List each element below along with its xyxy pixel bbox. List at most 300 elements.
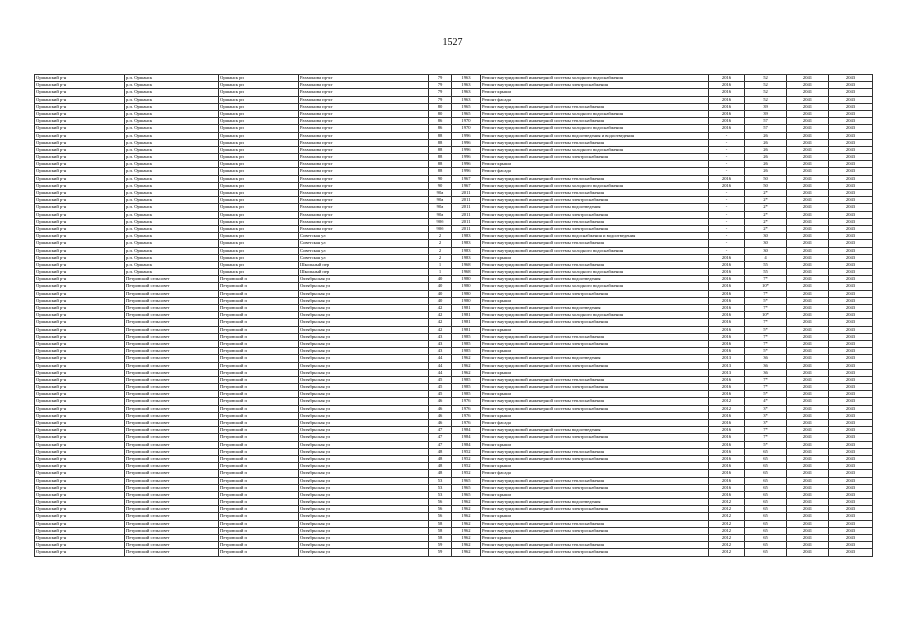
cell-build-year: 1963 bbox=[452, 82, 481, 89]
cell-plan-start: 2041 bbox=[787, 384, 829, 391]
cell-district: Оршанский р-н bbox=[35, 420, 125, 427]
cell-plan-start: 2041 bbox=[787, 254, 829, 261]
cell-plan-end: 2043 bbox=[829, 326, 873, 333]
cell-locality: Оршанск рп bbox=[219, 225, 299, 232]
cell-street: Октябрьская ул bbox=[299, 441, 429, 448]
cell-plan-end: 2043 bbox=[829, 477, 873, 484]
cell-plan-end: 2043 bbox=[829, 261, 873, 268]
cell-build-year: 2011 bbox=[452, 204, 481, 211]
cell-locality: Петровский п bbox=[219, 384, 299, 391]
cell-plan-start: 2041 bbox=[787, 355, 829, 362]
cell-wear: 65 bbox=[745, 542, 787, 549]
table-row bbox=[35, 455, 873, 462]
cell-locality: Оршанск рп bbox=[219, 218, 299, 225]
cell-district: Оршанский р-н bbox=[35, 190, 125, 197]
cell-build-year: 1962 bbox=[452, 520, 481, 527]
cell-build-year: 1996 bbox=[452, 139, 481, 146]
cell-build-year: 1996 bbox=[452, 132, 481, 139]
cell-district: Оршанский р-н bbox=[35, 297, 125, 304]
cell-plan-start: 2041 bbox=[787, 535, 829, 542]
cell-street: Рахмонова пр-кт bbox=[299, 146, 429, 153]
cell-locality: Петровский п bbox=[219, 520, 299, 527]
capital-repair-table bbox=[34, 74, 873, 557]
cell-street: Рахмонова пр-кт bbox=[299, 89, 429, 96]
cell-last-repair-year: 2012 bbox=[709, 542, 745, 549]
cell-district: Оршанский р-н bbox=[35, 146, 125, 153]
cell-wear: 65 bbox=[745, 549, 787, 556]
cell-last-repair-year: 2016 bbox=[709, 290, 745, 297]
cell-district: Оршанский р-н bbox=[35, 535, 125, 542]
cell-plan-start: 2041 bbox=[787, 427, 829, 434]
cell-work-type: Ремонт внутридомовой инженерной системы водоотведения bbox=[481, 204, 709, 211]
cell-wear: 65 bbox=[745, 477, 787, 484]
cell-locality: Оршанск рп bbox=[219, 132, 299, 139]
cell-district: Оршанский р-н bbox=[35, 384, 125, 391]
cell-wear: 65 bbox=[745, 491, 787, 498]
cell-locality: Петровский п bbox=[219, 333, 299, 340]
cell-locality: Петровский п bbox=[219, 491, 299, 498]
cell-house-number: 86 bbox=[429, 118, 452, 125]
cell-locality: Петровский п bbox=[219, 535, 299, 542]
cell-work-type: Ремонт внутридомовой инженерной системы водоснабжения и водоотведения bbox=[481, 233, 709, 240]
cell-plan-start: 2041 bbox=[787, 513, 829, 520]
cell-work-type: Ремонт внутридомовой инженерной системы холодного водоснабжения bbox=[481, 75, 709, 82]
cell-build-year: 1983 bbox=[452, 247, 481, 254]
cell-house-number: 1 bbox=[429, 269, 452, 276]
cell-build-year: 1985 bbox=[452, 348, 481, 355]
cell-street: Рахмонова пр-кт bbox=[299, 103, 429, 110]
cell-district: Оршанский р-н bbox=[35, 218, 125, 225]
cell-last-repair-year: 2016 bbox=[709, 276, 745, 283]
cell-plan-start: 2041 bbox=[787, 484, 829, 491]
cell-plan-end: 2043 bbox=[829, 455, 873, 462]
cell-district: Оршанский р-н bbox=[35, 110, 125, 117]
cell-house-number: 88 bbox=[429, 168, 452, 175]
cell-street: Октябрьская ул bbox=[299, 276, 429, 283]
cell-settlement: Петровский сельсовет bbox=[125, 369, 219, 376]
table-row bbox=[35, 463, 873, 470]
cell-street: Рахмонова пр-кт bbox=[299, 110, 429, 117]
cell-last-repair-year: - bbox=[709, 197, 745, 204]
cell-house-number: 90б bbox=[429, 218, 452, 225]
cell-locality: Петровский п bbox=[219, 297, 299, 304]
cell-build-year: 1962 bbox=[452, 513, 481, 520]
cell-plan-end: 2043 bbox=[829, 506, 873, 513]
cell-settlement: Петровский сельсовет bbox=[125, 312, 219, 319]
cell-street: Октябрьская ул bbox=[299, 484, 429, 491]
cell-build-year: 1984 bbox=[452, 441, 481, 448]
cell-plan-start: 2041 bbox=[787, 225, 829, 232]
cell-street: Октябрьская ул bbox=[299, 369, 429, 376]
cell-district: Оршанский р-н bbox=[35, 355, 125, 362]
cell-wear: 26 bbox=[745, 168, 787, 175]
cell-plan-end: 2043 bbox=[829, 132, 873, 139]
cell-wear: 4* bbox=[745, 398, 787, 405]
cell-street: Октябрьская ул bbox=[299, 535, 429, 542]
cell-plan-end: 2043 bbox=[829, 405, 873, 412]
table-row bbox=[35, 297, 873, 304]
table-row bbox=[35, 118, 873, 125]
cell-district: Оршанский р-н bbox=[35, 340, 125, 347]
cell-settlement: р.п. Оршанск bbox=[125, 154, 219, 161]
cell-plan-start: 2041 bbox=[787, 240, 829, 247]
cell-house-number: 88 bbox=[429, 146, 452, 153]
cell-plan-start: 2041 bbox=[787, 499, 829, 506]
cell-work-type: Ремонт фасада bbox=[481, 168, 709, 175]
table-row bbox=[35, 190, 873, 197]
cell-settlement: р.п. Оршанск bbox=[125, 139, 219, 146]
cell-work-type: Ремонт внутридомовой инженерной системы теплоснабжения bbox=[481, 218, 709, 225]
cell-plan-start: 2041 bbox=[787, 139, 829, 146]
cell-plan-end: 2043 bbox=[829, 82, 873, 89]
cell-wear: 10* bbox=[745, 312, 787, 319]
cell-locality: Оршанск рп bbox=[219, 139, 299, 146]
cell-work-type: Ремонт внутридомовой инженерной системы электроснабжения bbox=[481, 319, 709, 326]
table-row bbox=[35, 211, 873, 218]
cell-build-year: 1976 bbox=[452, 398, 481, 405]
cell-settlement: Петровский сельсовет bbox=[125, 463, 219, 470]
cell-house-number: 53 bbox=[429, 477, 452, 484]
cell-locality: Петровский п bbox=[219, 420, 299, 427]
cell-work-type: Ремонт внутридомовой инженерной системы холодного водоснабжения bbox=[481, 247, 709, 254]
table-row bbox=[35, 405, 873, 412]
cell-last-repair-year: 2016 bbox=[709, 427, 745, 434]
table-row bbox=[35, 398, 873, 405]
table-row bbox=[35, 420, 873, 427]
cell-wear: 7* bbox=[745, 434, 787, 441]
cell-plan-start: 2041 bbox=[787, 420, 829, 427]
cell-plan-end: 2043 bbox=[829, 197, 873, 204]
cell-district: Оршанский р-н bbox=[35, 448, 125, 455]
cell-build-year: 1962 bbox=[452, 549, 481, 556]
table-row bbox=[35, 175, 873, 182]
cell-settlement: р.п. Оршанск bbox=[125, 175, 219, 182]
cell-house-number: 56 bbox=[429, 499, 452, 506]
cell-plan-start: 2041 bbox=[787, 297, 829, 304]
cell-settlement: р.п. Оршанск bbox=[125, 75, 219, 82]
cell-locality: Оршанск рп bbox=[219, 254, 299, 261]
cell-district: Оршанский р-н bbox=[35, 398, 125, 405]
cell-plan-start: 2041 bbox=[787, 190, 829, 197]
cell-work-type: Ремонт фасада bbox=[481, 470, 709, 477]
table-row bbox=[35, 470, 873, 477]
cell-house-number: 88 bbox=[429, 161, 452, 168]
cell-plan-start: 2041 bbox=[787, 520, 829, 527]
cell-settlement: Петровский сельсовет bbox=[125, 326, 219, 333]
cell-work-type: Ремонт крыши bbox=[481, 463, 709, 470]
table-row bbox=[35, 89, 873, 96]
cell-locality: Оршанск рп bbox=[219, 240, 299, 247]
cell-plan-start: 2041 bbox=[787, 75, 829, 82]
cell-work-type: Ремонт внутридомовой инженерной системы теплоснабжения bbox=[481, 398, 709, 405]
cell-street: Октябрьская ул bbox=[299, 283, 429, 290]
cell-build-year: 1996 bbox=[452, 146, 481, 153]
cell-plan-end: 2043 bbox=[829, 182, 873, 189]
cell-plan-start: 2041 bbox=[787, 247, 829, 254]
cell-settlement: Петровский сельсовет bbox=[125, 506, 219, 513]
cell-build-year: 1952 bbox=[452, 448, 481, 455]
table-row bbox=[35, 376, 873, 383]
cell-work-type: Ремонт внутридомовой инженерной системы холодного водоснабжения bbox=[481, 110, 709, 117]
cell-house-number: 44 bbox=[429, 369, 452, 376]
cell-plan-start: 2041 bbox=[787, 398, 829, 405]
cell-locality: Петровский п bbox=[219, 549, 299, 556]
cell-plan-start: 2041 bbox=[787, 211, 829, 218]
cell-plan-end: 2043 bbox=[829, 484, 873, 491]
cell-last-repair-year: 2012 bbox=[709, 520, 745, 527]
cell-wear: 65 bbox=[745, 470, 787, 477]
cell-house-number: 43 bbox=[429, 333, 452, 340]
cell-build-year: 1980 bbox=[452, 276, 481, 283]
cell-last-repair-year: 2016 bbox=[709, 110, 745, 117]
cell-settlement: р.п. Оршанск bbox=[125, 269, 219, 276]
cell-last-repair-year: - bbox=[709, 132, 745, 139]
cell-build-year: 1976 bbox=[452, 412, 481, 419]
cell-house-number: 48 bbox=[429, 448, 452, 455]
cell-district: Оршанский р-н bbox=[35, 290, 125, 297]
cell-house-number: 90б bbox=[429, 225, 452, 232]
cell-last-repair-year: 2016 bbox=[709, 434, 745, 441]
cell-last-repair-year: 2012 bbox=[709, 506, 745, 513]
cell-street: Октябрьская ул bbox=[299, 463, 429, 470]
cell-plan-start: 2041 bbox=[787, 477, 829, 484]
cell-plan-end: 2043 bbox=[829, 542, 873, 549]
cell-last-repair-year: 2016 bbox=[709, 103, 745, 110]
table-row bbox=[35, 103, 873, 110]
cell-plan-start: 2041 bbox=[787, 369, 829, 376]
cell-plan-end: 2043 bbox=[829, 297, 873, 304]
cell-plan-start: 2041 bbox=[787, 319, 829, 326]
cell-district: Оршанский р-н bbox=[35, 326, 125, 333]
cell-last-repair-year: 2016 bbox=[709, 455, 745, 462]
cell-district: Оршанский р-н bbox=[35, 240, 125, 247]
cell-district: Оршанский р-н bbox=[35, 477, 125, 484]
cell-locality: Петровский п bbox=[219, 542, 299, 549]
cell-locality: Оршанск рп bbox=[219, 190, 299, 197]
cell-work-type: Ремонт внутридомовой инженерной системы электроснабжения bbox=[481, 290, 709, 297]
cell-work-type: Ремонт внутридомовой инженерной системы теплоснабжения bbox=[481, 139, 709, 146]
cell-build-year: 1962 bbox=[452, 369, 481, 376]
table-row bbox=[35, 154, 873, 161]
cell-wear: 30 bbox=[745, 240, 787, 247]
cell-settlement: Петровский сельсовет bbox=[125, 513, 219, 520]
cell-plan-end: 2043 bbox=[829, 513, 873, 520]
cell-house-number: 2 bbox=[429, 240, 452, 247]
cell-wear: 7* bbox=[745, 333, 787, 340]
cell-district: Оршанский р-н bbox=[35, 175, 125, 182]
cell-house-number: 79 bbox=[429, 75, 452, 82]
cell-settlement: р.п. Оршанск bbox=[125, 125, 219, 132]
cell-plan-start: 2041 bbox=[787, 110, 829, 117]
cell-work-type: Ремонт внутридомовой инженерной системы водоотведения bbox=[481, 427, 709, 434]
cell-locality: Петровский п bbox=[219, 391, 299, 398]
cell-street: Октябрьская ул bbox=[299, 549, 429, 556]
cell-district: Оршанский р-н bbox=[35, 369, 125, 376]
cell-settlement: р.п. Оршанск bbox=[125, 218, 219, 225]
cell-street: Октябрьская ул bbox=[299, 362, 429, 369]
cell-work-type: Ремонт внутридомовой инженерной системы теплоснабжения bbox=[481, 542, 709, 549]
cell-street: Октябрьская ул bbox=[299, 527, 429, 534]
cell-street: Школьный пер bbox=[299, 269, 429, 276]
cell-last-repair-year: 2016 bbox=[709, 420, 745, 427]
cell-build-year: 1996 bbox=[452, 168, 481, 175]
cell-locality: Оршанск рп bbox=[219, 110, 299, 117]
cell-last-repair-year: 2016 bbox=[709, 175, 745, 182]
cell-build-year: 1965 bbox=[452, 491, 481, 498]
cell-plan-end: 2043 bbox=[829, 283, 873, 290]
cell-street: Октябрьская ул bbox=[299, 506, 429, 513]
cell-work-type: Ремонт внутридомовой инженерной системы электроснабжения bbox=[481, 527, 709, 534]
cell-settlement: р.п. Оршанск bbox=[125, 118, 219, 125]
cell-wear: 36 bbox=[745, 369, 787, 376]
cell-district: Оршанский р-н bbox=[35, 139, 125, 146]
cell-wear: 26 bbox=[745, 132, 787, 139]
cell-last-repair-year: 2016 bbox=[709, 283, 745, 290]
cell-house-number: 59 bbox=[429, 549, 452, 556]
cell-plan-end: 2043 bbox=[829, 154, 873, 161]
cell-build-year: 1985 bbox=[452, 333, 481, 340]
table-row bbox=[35, 146, 873, 153]
cell-house-number: 47 bbox=[429, 441, 452, 448]
table-row bbox=[35, 96, 873, 103]
cell-house-number: 42 bbox=[429, 319, 452, 326]
cell-plan-start: 2041 bbox=[787, 290, 829, 297]
cell-plan-start: 2041 bbox=[787, 340, 829, 347]
cell-locality: Оршанск рп bbox=[219, 161, 299, 168]
cell-work-type: Ремонт фасада bbox=[481, 420, 709, 427]
cell-plan-end: 2043 bbox=[829, 305, 873, 312]
cell-street: Октябрьская ул bbox=[299, 398, 429, 405]
cell-work-type: Ремонт внутридомовой инженерной системы теплоснабжения bbox=[481, 448, 709, 455]
cell-last-repair-year: 2016 bbox=[709, 340, 745, 347]
cell-house-number: 1 bbox=[429, 261, 452, 268]
table-row bbox=[35, 434, 873, 441]
cell-locality: Петровский п bbox=[219, 441, 299, 448]
cell-district: Оршанский р-н bbox=[35, 182, 125, 189]
cell-last-repair-year: 2016 bbox=[709, 82, 745, 89]
table-row bbox=[35, 542, 873, 549]
cell-locality: Оршанск рп bbox=[219, 154, 299, 161]
cell-street: Октябрьская ул bbox=[299, 477, 429, 484]
cell-plan-end: 2043 bbox=[829, 448, 873, 455]
table-row bbox=[35, 247, 873, 254]
cell-wear: 52 bbox=[745, 89, 787, 96]
cell-settlement: Петровский сельсовет bbox=[125, 441, 219, 448]
cell-wear: 7* bbox=[745, 384, 787, 391]
cell-wear: 65 bbox=[745, 527, 787, 534]
cell-work-type: Ремонт крыши bbox=[481, 391, 709, 398]
cell-build-year: 1996 bbox=[452, 161, 481, 168]
cell-settlement: Петровский сельсовет bbox=[125, 376, 219, 383]
cell-plan-start: 2041 bbox=[787, 455, 829, 462]
cell-street: Рахмонова пр-кт bbox=[299, 82, 429, 89]
cell-last-repair-year: 2016 bbox=[709, 269, 745, 276]
table-row bbox=[35, 491, 873, 498]
cell-house-number: 80 bbox=[429, 110, 452, 117]
cell-street: Октябрьская ул bbox=[299, 312, 429, 319]
cell-wear: 52 bbox=[745, 82, 787, 89]
cell-last-repair-year: 2012 bbox=[709, 499, 745, 506]
cell-locality: Оршанск рп bbox=[219, 89, 299, 96]
table-row bbox=[35, 139, 873, 146]
cell-settlement: Петровский сельсовет bbox=[125, 484, 219, 491]
cell-wear: 65 bbox=[745, 506, 787, 513]
cell-plan-start: 2041 bbox=[787, 96, 829, 103]
cell-plan-start: 2041 bbox=[787, 362, 829, 369]
cell-locality: Оршанск рп bbox=[219, 197, 299, 204]
cell-district: Оршанский р-н bbox=[35, 455, 125, 462]
cell-district: Оршанский р-н bbox=[35, 391, 125, 398]
cell-house-number: 90а bbox=[429, 204, 452, 211]
cell-plan-start: 2041 bbox=[787, 132, 829, 139]
cell-last-repair-year: 2016 bbox=[709, 305, 745, 312]
cell-work-type: Ремонт внутридомовой инженерной системы теплоснабжения bbox=[481, 118, 709, 125]
cell-settlement: Петровский сельсовет bbox=[125, 305, 219, 312]
cell-locality: Оршанск рп bbox=[219, 211, 299, 218]
cell-wear: 3* bbox=[745, 405, 787, 412]
cell-build-year: 1962 bbox=[452, 499, 481, 506]
cell-build-year: 1968 bbox=[452, 261, 481, 268]
cell-district: Оршанский р-н bbox=[35, 405, 125, 412]
cell-street: Рахмонова пр-кт bbox=[299, 154, 429, 161]
cell-plan-start: 2041 bbox=[787, 412, 829, 419]
table-row bbox=[35, 161, 873, 168]
cell-street: Рахмонова пр-кт bbox=[299, 204, 429, 211]
cell-wear: 30 bbox=[745, 247, 787, 254]
table-row bbox=[35, 132, 873, 139]
cell-house-number: 90 bbox=[429, 175, 452, 182]
cell-plan-end: 2043 bbox=[829, 319, 873, 326]
cell-build-year: 1962 bbox=[452, 535, 481, 542]
cell-wear: 65 bbox=[745, 513, 787, 520]
cell-plan-start: 2041 bbox=[787, 103, 829, 110]
table-row bbox=[35, 276, 873, 283]
cell-street: Октябрьская ул bbox=[299, 455, 429, 462]
cell-house-number: 58 bbox=[429, 527, 452, 534]
cell-build-year: 1970 bbox=[452, 118, 481, 125]
cell-settlement: р.п. Оршанск bbox=[125, 96, 219, 103]
cell-work-type: Ремонт внутридомовой инженерной системы теплоснабжения bbox=[481, 175, 709, 182]
cell-street: Рахмонова пр-кт bbox=[299, 132, 429, 139]
cell-settlement: р.п. Оршанск bbox=[125, 146, 219, 153]
cell-plan-start: 2041 bbox=[787, 125, 829, 132]
cell-wear: 26 bbox=[745, 146, 787, 153]
cell-street: Октябрьская ул bbox=[299, 340, 429, 347]
cell-settlement: Петровский сельсовет bbox=[125, 319, 219, 326]
cell-plan-start: 2041 bbox=[787, 405, 829, 412]
table-row bbox=[35, 412, 873, 419]
cell-work-type: Ремонт внутридомовой инженерной системы электроснабжения bbox=[481, 225, 709, 232]
cell-house-number: 46 bbox=[429, 398, 452, 405]
cell-plan-start: 2041 bbox=[787, 448, 829, 455]
cell-plan-end: 2043 bbox=[829, 463, 873, 470]
cell-wear: 52 bbox=[745, 75, 787, 82]
cell-house-number: 40 bbox=[429, 290, 452, 297]
cell-plan-start: 2041 bbox=[787, 527, 829, 534]
cell-locality: Петровский п bbox=[219, 412, 299, 419]
cell-last-repair-year: - bbox=[709, 211, 745, 218]
cell-work-type: Ремонт внутридомовой инженерной системы теплоснабжения bbox=[481, 477, 709, 484]
cell-district: Оршанский р-н bbox=[35, 82, 125, 89]
cell-house-number: 88 bbox=[429, 132, 452, 139]
cell-locality: Петровский п bbox=[219, 362, 299, 369]
cell-plan-start: 2041 bbox=[787, 491, 829, 498]
cell-last-repair-year: 2016 bbox=[709, 484, 745, 491]
cell-build-year: 1970 bbox=[452, 125, 481, 132]
cell-last-repair-year: - bbox=[709, 154, 745, 161]
cell-build-year: 1981 bbox=[452, 326, 481, 333]
table-row bbox=[35, 448, 873, 455]
